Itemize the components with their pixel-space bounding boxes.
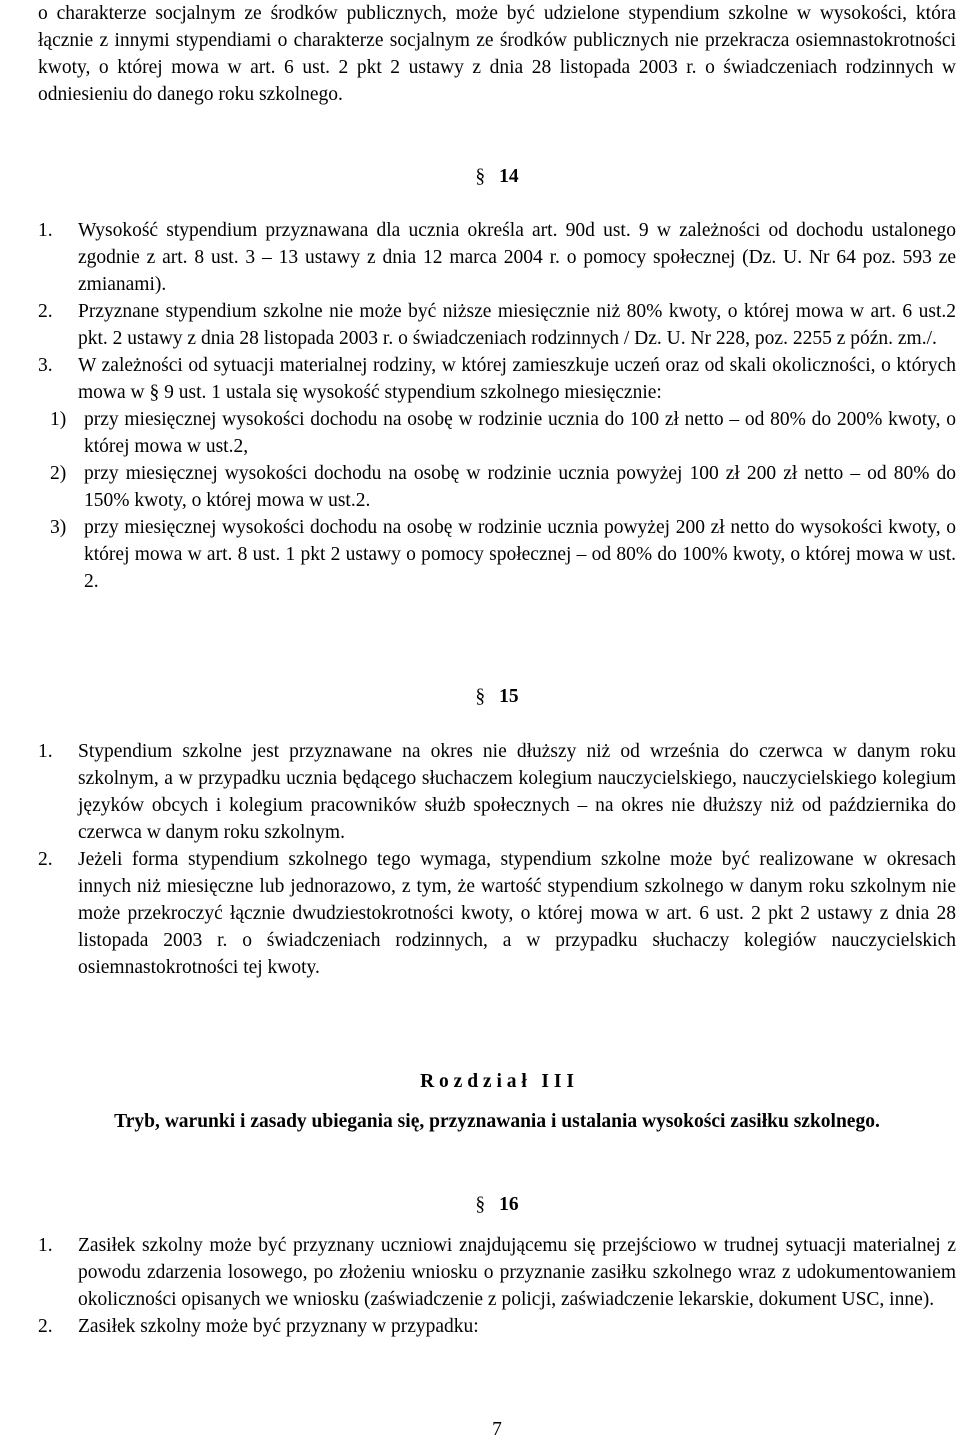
item-text: Przyznane stypendium szkolne nie może być niższe miesięcznie niż 80% kwoty, o której mowa w art. 6 ust.2 pkt. 2 ustawy z dnia 28 listopada 2003 r. o świadczeniach rodzinnych / Dz. U. Nr 228, poz. 2255 z późn. zm./. xyxy=(78,301,956,349)
section-14-body xyxy=(38,217,956,595)
section-number: 14 xyxy=(499,166,519,187)
section-number: 15 xyxy=(499,686,519,707)
item-text: Stypendium szkolne jest przyznawane na okres nie dłuższy niż od września do czerwca w danym roku szkolnym, a w przypadku ucznia będącego słuchaczem kolegium nauczycielskiego, nauczycielskiego kolegium języków obcych i kolegium pracowników służb społecznych – na okres nie dłuższy niż od października do czerwca w danym roku szkolnym. xyxy=(78,741,956,843)
section-number: 16 xyxy=(499,1194,519,1215)
chapter-heading-text: R o z d z i a ł I I I xyxy=(420,1071,574,1092)
sub-list-item xyxy=(38,514,956,595)
subitem-text: przy miesięcznej wysokości dochodu na osobę w rodzinie ucznia powyżej 100 zł 200 zł netto – od 80% do 150% kwoty, o której mowa w ust.2. xyxy=(84,463,956,511)
item-number: 2. xyxy=(38,1316,53,1337)
item-number: 1. xyxy=(38,1235,53,1256)
list-item xyxy=(38,298,956,352)
section-16-body xyxy=(38,1232,956,1340)
item-text: Zasiłek szkolny może być przyznany w przypadku: xyxy=(78,1316,479,1337)
list-item xyxy=(38,846,956,981)
item-text: Zasiłek szkolny może być przyznany uczniowi znajdującemu się przejściowo w trudnej sytuacji materialnej z powodu zdarzenia losowego, po złożeniu wniosku o przyznanie zasiłku szkolnego wraz z udokumentowaniem okoliczności opisanych we wniosku (zaświadczenie z policji, zaświadczenie lekarskie, dokument USC, inne). xyxy=(78,1235,956,1310)
item-number: 2. xyxy=(38,849,53,870)
paragraph-symbol: § xyxy=(475,686,486,707)
subitem-text: przy miesięcznej wysokości dochodu na osobę w rodzinie ucznia powyżej 200 zł netto do wysokości kwoty, o której mowa w art. 8 ust. 1 pkt 2 ustawy o pomocy społecznej – od 80% do 100% kwoty, o której mowa w ust. 2. xyxy=(84,517,956,592)
chapter-heading xyxy=(10,1068,960,1095)
sub-list-item xyxy=(38,406,956,460)
item-text: Jeżeli forma stypendium szkolnego tego wymaga, stypendium szkolne może być realizowane w okresach innych niż miesięczne lub jednorazowo, z tym, że wartość stypendium szkolnego w danym roku szkolnym nie może przekroczyć łącznie dwudziestokrotności kwoty, o której mowa w art. 6 ust. 2 pkt 2 ustawy z dnia 28 listopada 2003 r. o świadczeniach rodzinnych, a w przypadku słuchaczy kolegiów nauczycielskich osiemnastokrotności tej kwoty. xyxy=(78,849,956,978)
sub-list-item xyxy=(38,460,956,514)
list-item xyxy=(38,352,956,406)
list-item xyxy=(38,738,956,846)
item-text: W zależności od sytuacji materialnej rodziny, w której zamieszkuje uczeń oraz od skali okoliczności, o których mowa w § 9 ust. 1 ustala się wysokość stypendium szkolnego miesięcznie: xyxy=(78,355,956,403)
item-number: 1. xyxy=(38,220,53,241)
section-14-heading xyxy=(38,163,956,190)
item-number: 1. xyxy=(38,741,53,762)
list-item xyxy=(38,217,956,298)
section-15-heading xyxy=(38,683,956,710)
paragraph-symbol: § xyxy=(475,1194,486,1215)
item-number: 3. xyxy=(38,355,53,376)
section-16-heading xyxy=(38,1191,956,1218)
paragraph-symbol: § xyxy=(475,166,486,187)
subitem-number: 3) xyxy=(50,517,67,538)
subitem-text: przy miesięcznej wysokości dochodu na osobę w rodzinie ucznia do 100 zł netto – od 80% do 200% kwoty, o której mowa w ust.2, xyxy=(84,409,956,457)
chapter-title: Tryb, warunki i zasady ubiegania się, przyznawania i ustalania wysokości zasiłku szkolnego. xyxy=(114,1111,880,1132)
item-text: Wysokość stypendium przyznawana dla ucznia określa art. 90d ust. 9 w zależności od dochodu ustalonego zgodnie z art. 8 ust. 3 – 13 ustawy z dnia 12 marca 2004 r. o pomocy społecznej (Dz. U. Nr 64 poz. 593 ze zmianami). xyxy=(78,220,956,295)
section-15-body xyxy=(38,738,956,981)
subitem-number: 2) xyxy=(50,463,67,484)
subitem-number: 1) xyxy=(50,409,67,430)
intro-paragraph: o charakterze socjalnym ze środków publicznych, może być udzielone stypendium szkolne w wysokości, która łącznie z innymi stypendiami o charakterze socjalnym ze środków publicznych nie przekracza osiemnastokrotności kwoty, o której mowa w art. 6 ust. 2 pkt 2 ustawy z dnia 28 listopada 2003 r. o świadczeniach rodzinnych w odniesieniu do danego roku szkolnego. xyxy=(38,3,956,105)
item-number: 2. xyxy=(38,301,53,322)
list-item xyxy=(38,1313,956,1340)
page-number: 7 xyxy=(492,1419,502,1440)
list-item xyxy=(38,1232,956,1313)
